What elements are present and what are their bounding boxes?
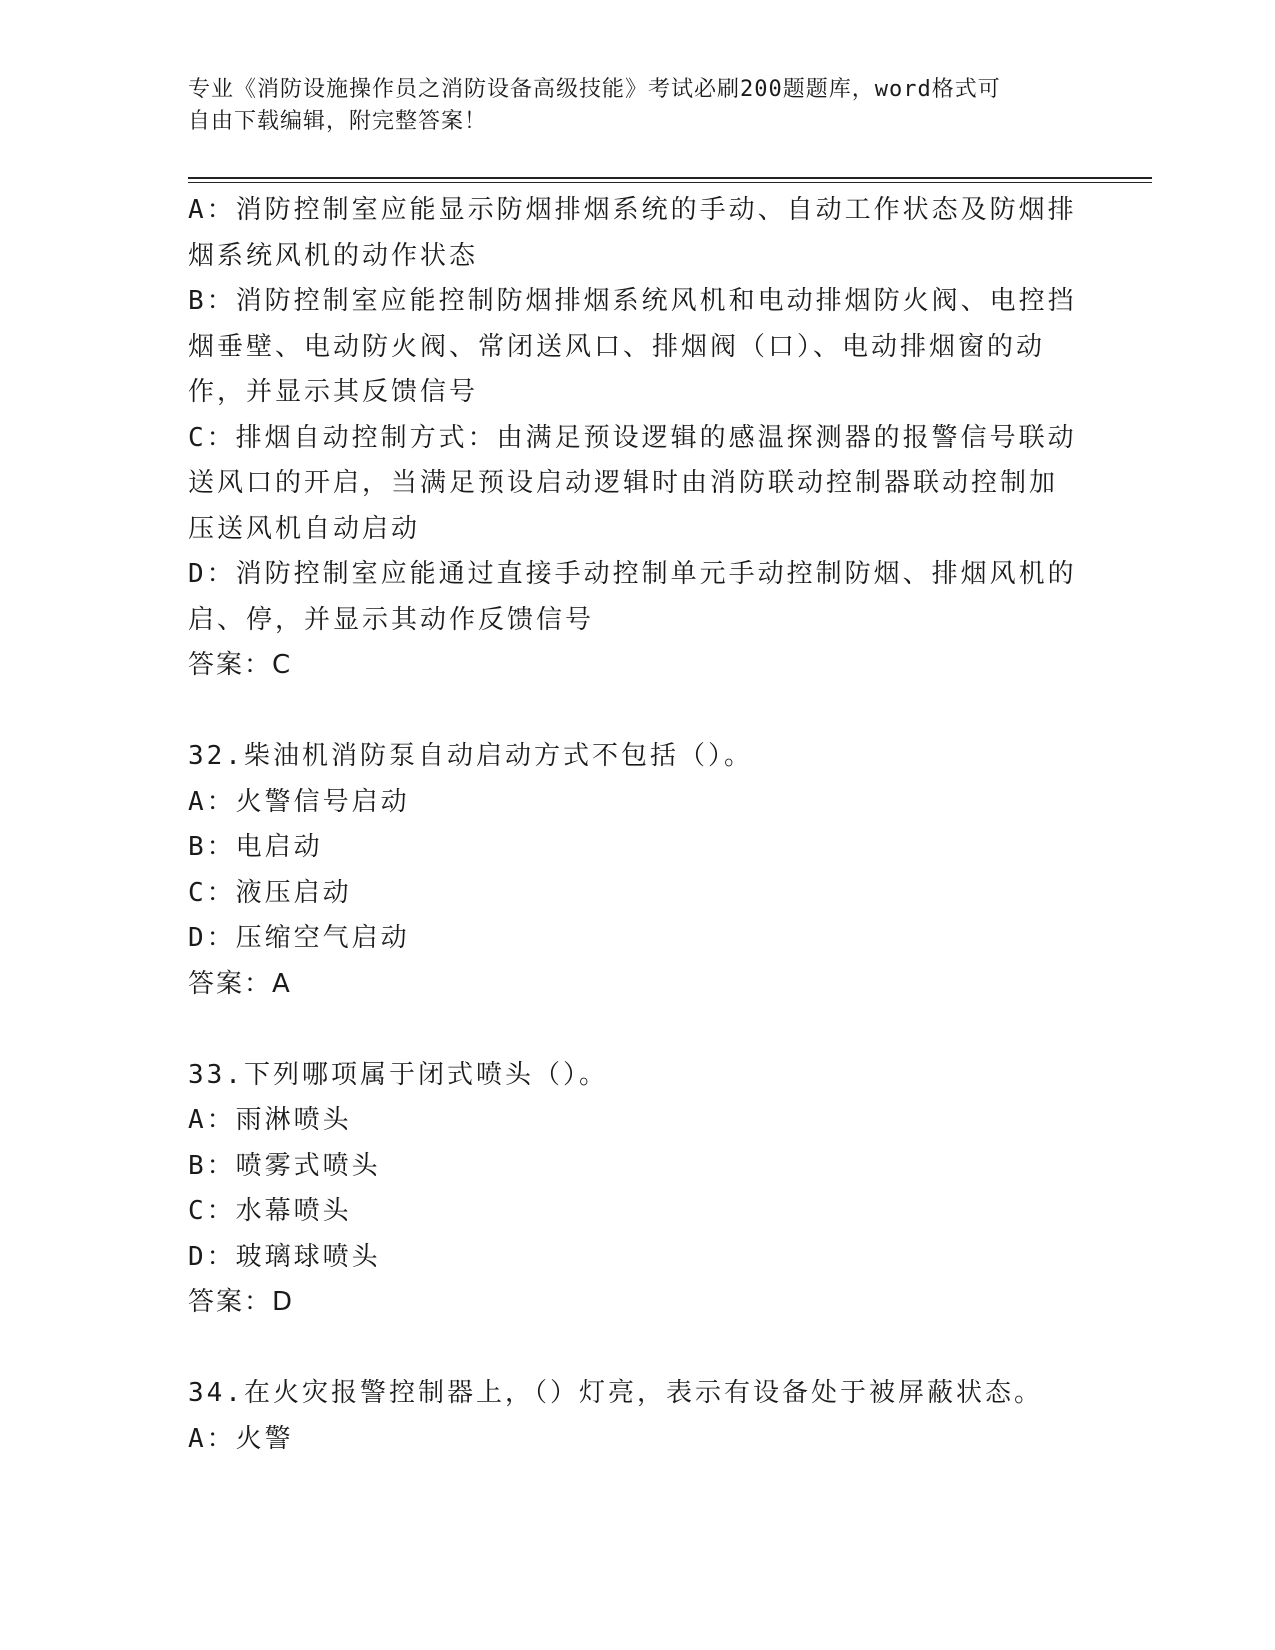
spacer bbox=[188, 689, 1088, 735]
option-b-text: B：消防控制室应能控制防烟排烟系统风机和电动排烟防火阀、电控挡 bbox=[188, 286, 1077, 316]
question-text: 34.在火灾报警控制器上，（）灯亮，表示有设备处于被屏蔽状态。 bbox=[188, 1378, 1043, 1408]
option-b-text: B：电启动 bbox=[188, 832, 323, 862]
header-divider-thin bbox=[188, 182, 1152, 183]
option-b-text: 烟垂壁、电动防火阀、常闭送风口、排烟阀（口）、电动排烟窗的动 bbox=[188, 331, 1046, 362]
option-a-text: 烟系统风机的动作状态 bbox=[188, 240, 479, 271]
option-c-text: 压送风机自动启动 bbox=[188, 513, 421, 544]
option-a-text: A：火警 bbox=[188, 1423, 294, 1454]
option-a-text: A：雨淋喷头 bbox=[188, 1105, 352, 1135]
option-c-text: 送风口的开启，当满足预设启动逻辑时由消防联动控制器联动控制加 bbox=[188, 468, 1059, 498]
option-b-text: B：喷雾式喷头 bbox=[188, 1150, 381, 1181]
question-text: 33.下列哪项属于闭式喷头（）。 bbox=[188, 1059, 608, 1090]
option-a-text: A：消防控制室应能显示防烟排烟系统的手动、自动工作状态及防烟排 bbox=[188, 195, 1077, 225]
spacer bbox=[188, 1326, 1088, 1372]
question-33 bbox=[188, 1053, 1088, 1326]
option-c-text: C：排烟自动控制方式：由满足预设逻辑的感温探测器的报警信号联动 bbox=[188, 422, 1077, 453]
header-line: 专业《消防设施操作员之消防设备高级技能》考试必刷200题题库，word格式可 bbox=[188, 77, 1001, 102]
option-d-text: D：消防控制室应能通过直接手动控制单元手动控制防烟、排烟风机的 bbox=[188, 559, 1077, 589]
answer-label: 答案：D bbox=[188, 1287, 295, 1317]
answer-label: 答案：C bbox=[188, 650, 293, 680]
document-header bbox=[188, 74, 1068, 138]
question-34 bbox=[188, 1371, 1088, 1462]
header-line: 自由下载编辑，附完整答案！ bbox=[188, 109, 488, 134]
question-31-options bbox=[188, 188, 1088, 689]
option-d-text: D：玻璃球喷头 bbox=[188, 1241, 381, 1272]
option-b-text: 作，并显示其反馈信号 bbox=[188, 377, 479, 407]
option-a-text: A：火警信号启动 bbox=[188, 786, 410, 817]
spacer bbox=[188, 1007, 1088, 1053]
answer-label: 答案：A bbox=[188, 968, 292, 999]
question-content bbox=[188, 188, 1088, 1462]
option-c-text: C：水幕喷头 bbox=[188, 1196, 352, 1226]
option-d-text: 启、停，并显示其动作反馈信号 bbox=[188, 604, 595, 635]
option-c-text: C：液压启动 bbox=[188, 877, 352, 908]
question-text: 32.柴油机消防泵自动启动方式不包括（）。 bbox=[188, 741, 753, 771]
option-d-text: D：压缩空气启动 bbox=[188, 923, 410, 953]
question-32 bbox=[188, 734, 1088, 1007]
header-divider-thick bbox=[188, 177, 1152, 179]
